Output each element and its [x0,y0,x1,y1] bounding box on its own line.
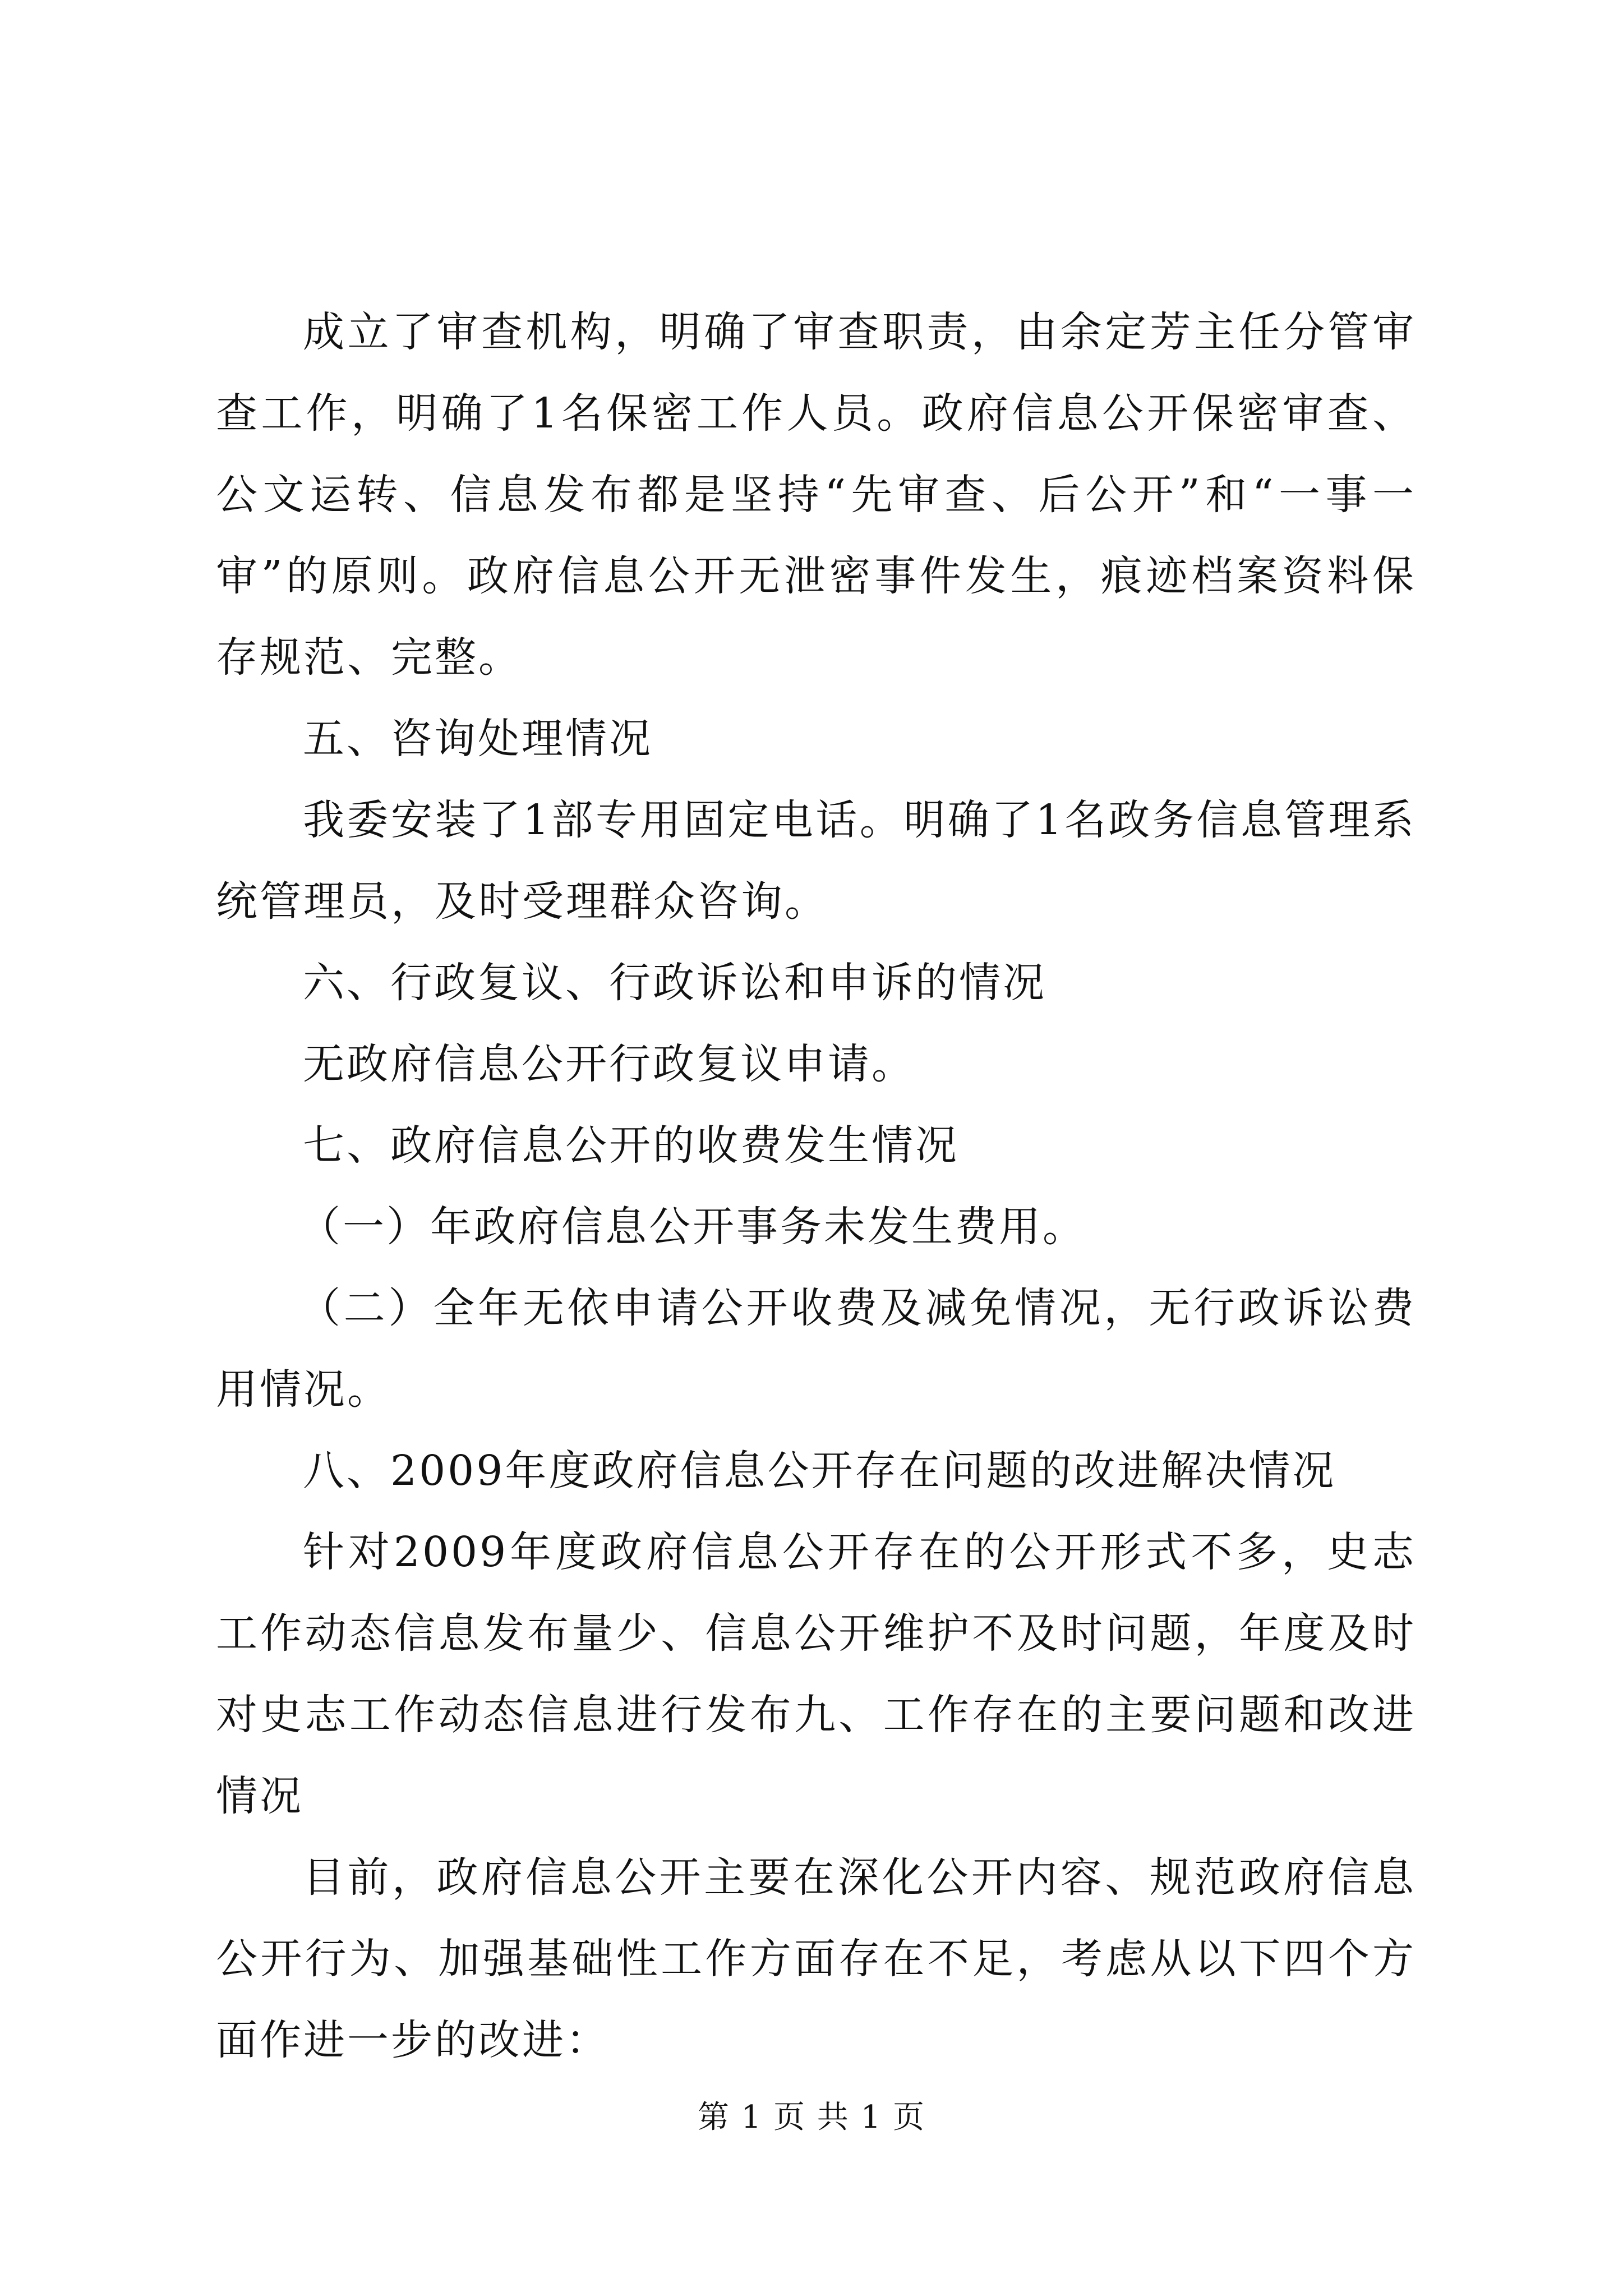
paragraph-fees-item-2: （二）全年无依申请公开收费及减免情况，无行政诉讼费用情况。 [216,1284,1416,1414]
section-heading-consultation: 五、咨询处理情况 [303,715,653,763]
paragraph-review-mechanism: 成立了审查机构，明确了审查职责，由余定芳主任分管审查工作，明确了1名保密工作人员。政府信息公开保密审查、公文运转、信息发布都是坚持“先审查、后公开”和“一事一审”的原则。政府信息公开无泄密事件发生，痕迹档案资料保存规范、完整。 [216,308,1416,682]
page-footer: 第 1 页 共 1 页 [697,2099,926,2136]
section-heading-review-litigation: 六、行政复议、行政诉讼和申诉的情况 [303,959,1046,1007]
paragraph-fees-item-1: （一）年政府信息公开事务未发生费用。 [299,1203,1086,1251]
paragraph-consultation: 我委安装了1部专用固定电话。明确了1名政务信息管理系统管理员，及时受理群众咨询。 [216,796,1416,926]
section-heading-fees: 七、政府信息公开的收费发生情况 [303,1121,959,1170]
document-body [216,292,1416,2081]
paragraph-review-litigation: 无政府信息公开行政复议申请。 [303,1040,915,1088]
paragraph-current-issues: 目前，政府信息公开主要在深化公开内容、规范政府信息公开行为、加强基础性工作方面存在不足，考虑从以下四个方面作进一步的改进： [216,1853,1416,2064]
paragraph-improvements: 针对2009年度政府信息公开存在的公开形式不多，史志工作动态信息发布量少、信息公开维护不及时问题，年度及时对史志工作动态信息进行发布九、工作存在的主要问题和改进情况 [216,1528,1416,1820]
section-heading-improvements: 八、2009年度政府信息公开存在问题的改进解决情况 [303,1447,1336,1495]
